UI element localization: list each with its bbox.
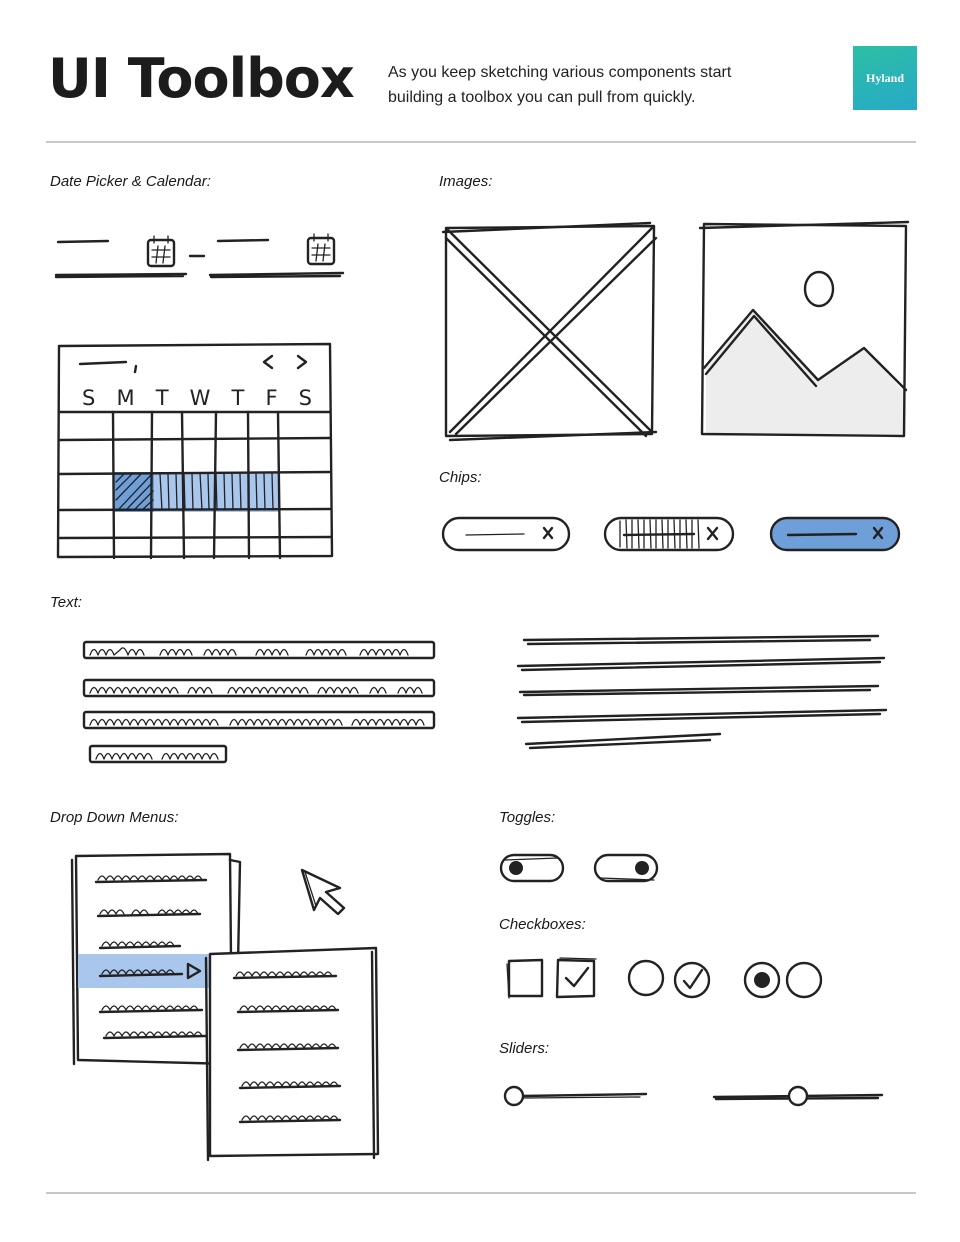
slider-handle bbox=[789, 1087, 807, 1105]
logo-text: Hyland bbox=[865, 70, 904, 85]
radio-selected bbox=[745, 963, 779, 997]
page-title: UI Toolbox bbox=[48, 47, 354, 110]
label-images: Images: bbox=[439, 173, 493, 190]
chip[interactable] bbox=[440, 513, 572, 555]
day-letter: S bbox=[298, 386, 312, 410]
toggle-on[interactable] bbox=[592, 850, 662, 886]
radio-check-group[interactable] bbox=[624, 954, 716, 1006]
image-picture-icon bbox=[698, 218, 910, 440]
check-icon bbox=[684, 970, 702, 988]
checkbox-unchecked bbox=[507, 960, 542, 998]
radio-unselected bbox=[787, 963, 821, 997]
day-letter: S bbox=[82, 386, 96, 410]
calendar[interactable] bbox=[56, 342, 334, 560]
label-checkboxes: Checkboxes: bbox=[499, 916, 586, 933]
label-chips: Chips: bbox=[439, 469, 482, 486]
text-lines-placeholder bbox=[510, 628, 890, 758]
slider-min[interactable] bbox=[500, 1080, 650, 1114]
checkbox-group[interactable] bbox=[504, 956, 604, 1004]
label-sliders: Sliders: bbox=[499, 1040, 550, 1057]
day-letter: W bbox=[189, 386, 211, 410]
round-check-checked bbox=[675, 963, 709, 997]
image-placeholder bbox=[440, 220, 660, 440]
slider-handle bbox=[505, 1087, 523, 1105]
day-letter: T bbox=[231, 386, 245, 410]
hyland-logo bbox=[853, 46, 917, 110]
footer-divider bbox=[46, 1192, 916, 1194]
toggle-off[interactable] bbox=[498, 850, 568, 886]
chip-selected[interactable] bbox=[602, 513, 736, 555]
cursor-icon bbox=[296, 866, 356, 918]
close-icon bbox=[708, 528, 717, 539]
page-subtitle: As you keep sketching various components start building a toolbox you can pull from quickly. bbox=[388, 64, 732, 106]
chip-active[interactable] bbox=[768, 513, 902, 555]
day-letter: T bbox=[155, 386, 169, 410]
label-drop-down: Drop Down Menus: bbox=[50, 809, 179, 826]
text-paragraph-scribble bbox=[80, 636, 440, 776]
radio-unchecked bbox=[629, 961, 663, 995]
slider-mid[interactable] bbox=[710, 1080, 890, 1114]
header-divider bbox=[46, 141, 916, 143]
calendar-day-letters bbox=[82, 388, 312, 409]
radio-group[interactable] bbox=[740, 954, 830, 1006]
day-letter: F bbox=[265, 386, 278, 410]
check-icon bbox=[566, 968, 588, 986]
label-date-picker: Date Picker & Calendar: bbox=[50, 173, 211, 190]
date-range-input[interactable] bbox=[48, 226, 348, 286]
calendar-icon[interactable] bbox=[308, 234, 334, 264]
calendar-icon[interactable] bbox=[148, 236, 174, 266]
checkbox-checked bbox=[557, 958, 596, 997]
close-icon bbox=[544, 528, 552, 538]
label-text: Text: bbox=[50, 594, 82, 611]
day-letter: M bbox=[116, 386, 135, 410]
label-toggles: Toggles: bbox=[499, 809, 556, 826]
